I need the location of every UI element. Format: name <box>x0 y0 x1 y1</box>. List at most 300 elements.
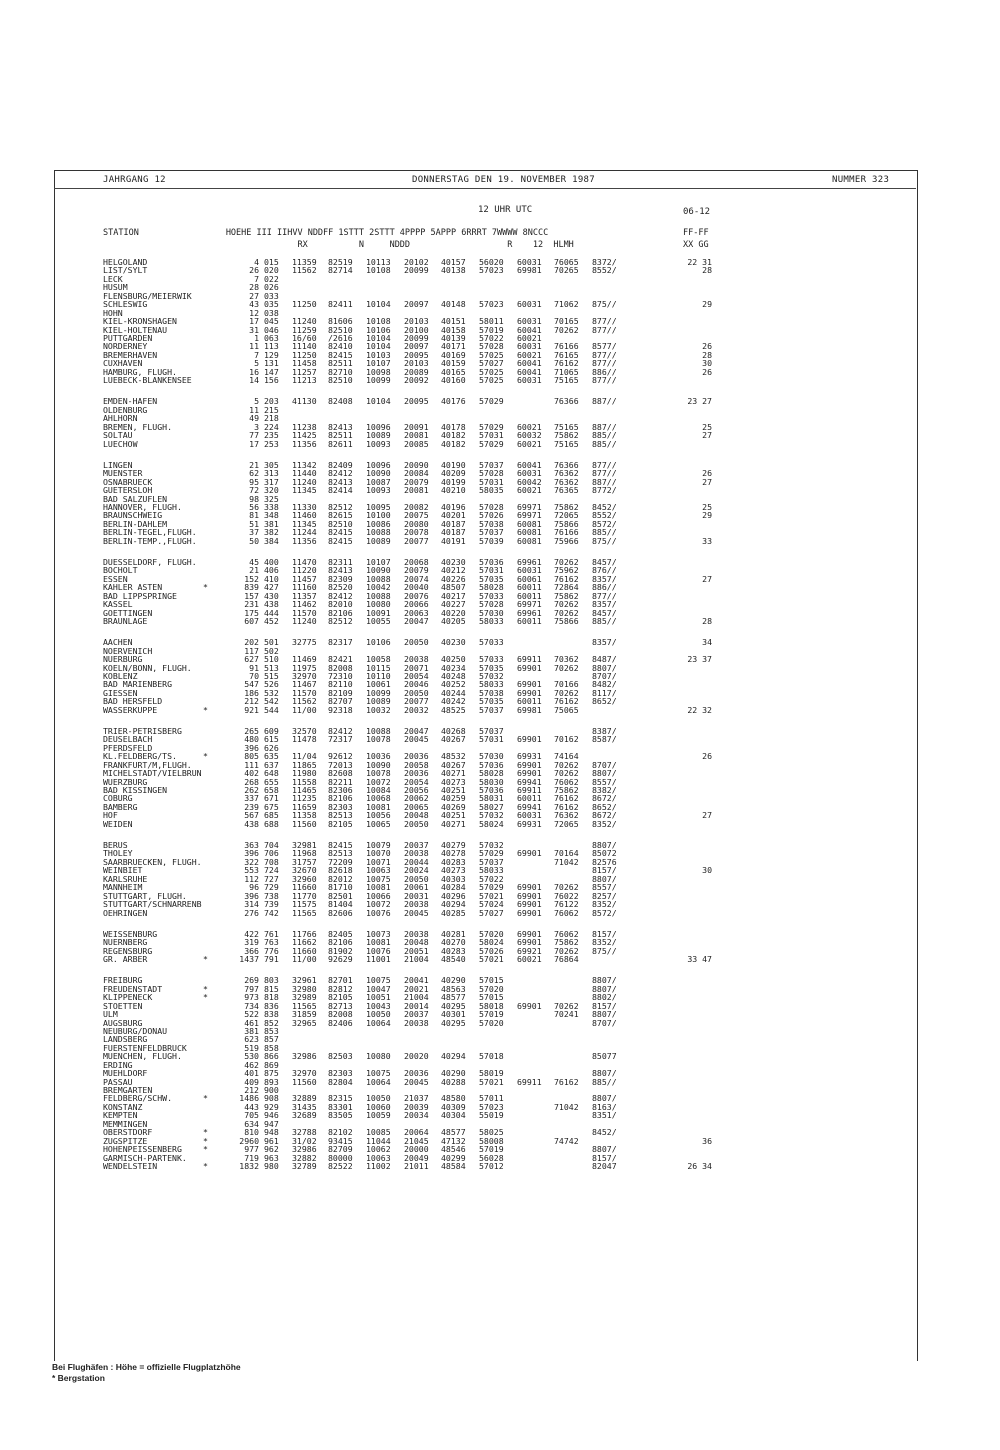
station-name: KL.FELDBERG/TS. <box>103 751 177 762</box>
synop-group: 11235 <box>292 793 317 804</box>
station-number: 948 <box>264 1127 279 1138</box>
synop-group: 48577 <box>441 1127 466 1138</box>
synop-group: 82406 <box>328 1017 353 1028</box>
gust-value: 33 47 <box>687 954 712 965</box>
station-height: 396 <box>244 742 259 753</box>
synop-group: 11356 <box>292 438 317 449</box>
synop-group: 20076 <box>404 590 429 601</box>
station-height: 50 <box>249 535 259 546</box>
synop-group: 76022 <box>554 890 579 901</box>
synop-group: 57028 <box>479 599 504 610</box>
station-name: LINGEN <box>103 459 133 470</box>
station-name: FLENSBURG/MEIERWIK <box>103 290 192 301</box>
synop-group: 11213 <box>292 375 317 386</box>
synop-group: 40190 <box>441 459 466 470</box>
synop-group: 20047 <box>404 616 429 627</box>
synop-group: 885// <box>592 527 617 538</box>
synop-group: 8572/ <box>592 907 617 918</box>
synop-group: 10099 <box>366 375 391 386</box>
synop-group: 10113 <box>366 257 391 267</box>
synop-group: 20068 <box>404 556 429 567</box>
synop-group: 877// <box>592 358 617 369</box>
synop-group: 32882 <box>292 1152 317 1163</box>
synop-group: 82413 <box>328 421 353 432</box>
synop-group: 57026 <box>479 510 504 521</box>
synop-group: 60031 <box>517 341 542 352</box>
synop-group: 80000 <box>328 1152 353 1163</box>
synop-group: 69931 <box>517 751 542 762</box>
synop-group: 8157/ <box>592 1152 617 1163</box>
gust-value: 27 <box>702 810 712 821</box>
station-height: 462 <box>244 1059 259 1070</box>
synop-group: 60041 <box>517 324 542 335</box>
synop-group: 20099 <box>404 265 429 276</box>
synop-group: 82211 <box>328 776 353 787</box>
station-height: 7 <box>254 349 259 360</box>
synop-group: 11345 <box>292 518 317 529</box>
gust-value: 26 <box>702 366 712 377</box>
synop-group: 55019 <box>479 1110 504 1121</box>
station-height: 98 <box>249 493 259 504</box>
synop-group: 20071 <box>404 662 429 673</box>
table-row <box>0 406 1000 414</box>
station-name: NOERVENICH <box>103 645 153 656</box>
synop-group: 57037 <box>479 527 504 538</box>
synop-group: 8163/ <box>592 1101 617 1112</box>
synop-group: 60041 <box>517 358 542 369</box>
synop-group: 8707/ <box>592 759 617 770</box>
station-height: 11 <box>249 404 259 415</box>
station-number: 763 <box>264 937 279 948</box>
synop-group: 10098 <box>366 366 391 377</box>
synop-group: 10075 <box>366 1068 391 1079</box>
synop-group: 60021 <box>517 485 542 496</box>
table-row <box>0 1052 1000 1060</box>
synop-group: 40285 <box>441 907 466 918</box>
synop-group: 57035 <box>479 662 504 673</box>
station-height: 553 <box>244 865 259 876</box>
synop-group: 57032 <box>479 840 504 851</box>
gust-value: 26 <box>702 468 712 479</box>
synop-group: 83505 <box>328 1110 353 1121</box>
synop-group: 60032 <box>517 430 542 441</box>
synop-group: 11345 <box>292 485 317 496</box>
station-height: 810 <box>244 1127 259 1138</box>
synop-group: 40182 <box>441 430 466 441</box>
synop-group: 76062 <box>554 907 579 918</box>
synop-group: 60011 <box>517 582 542 593</box>
synop-group: 40304 <box>441 1110 466 1121</box>
synop-group: 60041 <box>517 366 542 377</box>
synop-group: 8387/ <box>592 725 617 736</box>
station-height: 231 <box>244 599 259 610</box>
station-number: 400 <box>264 556 279 567</box>
synop-group: 20036 <box>404 1068 429 1079</box>
station-number: 325 <box>264 493 279 504</box>
station-height: 734 <box>244 1000 259 1011</box>
synop-group: 82611 <box>328 438 353 449</box>
station-number: 406 <box>264 565 279 576</box>
station-height: 401 <box>244 1068 259 1079</box>
synop-group: 20095 <box>404 396 429 407</box>
synop-group: 48525 <box>441 704 466 715</box>
synop-group: 8652/ <box>592 801 617 812</box>
synop-group: 81902 <box>328 945 353 956</box>
synop-group: 8802/ <box>592 992 617 1003</box>
synop-group: 57015 <box>479 975 504 986</box>
synop-group: 82415 <box>328 349 353 360</box>
group-separator <box>0 448 1000 461</box>
synop-group: 11/04 <box>292 751 317 762</box>
synop-group: 20050 <box>404 687 429 698</box>
synop-group: 10051 <box>366 992 391 1003</box>
station-name: SCHLESWIG <box>103 299 148 310</box>
station-name: BAD HERSFELD <box>103 696 163 707</box>
gust-value: 30 <box>702 358 712 369</box>
synop-group: 47132 <box>441 1135 466 1146</box>
station-name: SOLTAU <box>103 430 133 441</box>
synop-group: 40252 <box>441 679 466 690</box>
synop-group: 10104 <box>366 396 391 407</box>
synop-group: 82105 <box>328 818 353 829</box>
station-height: 95 <box>249 476 259 487</box>
station-number: 046 <box>264 324 279 335</box>
synop-group: 82303 <box>328 1068 353 1079</box>
synop-group: 76162 <box>554 358 579 369</box>
synop-group: 11240 <box>292 616 317 627</box>
synop-group: 82414 <box>328 485 353 496</box>
station-number: 704 <box>264 840 279 851</box>
issue-number: NUMMER 323 <box>832 175 890 185</box>
station-name: AHLHORN <box>103 413 138 424</box>
synop-group: 10068 <box>366 793 391 804</box>
synop-group: 40251 <box>441 810 466 821</box>
synop-group: 58033 <box>479 616 504 627</box>
station-number: 963 <box>264 1152 279 1163</box>
synop-group: 20044 <box>404 856 429 867</box>
synop-group: 69941 <box>517 776 542 787</box>
synop-group: 8452/ <box>592 501 617 512</box>
station-height: 14 <box>249 375 259 386</box>
synop-group: 82008 <box>328 1009 353 1020</box>
synop-group: 57033 <box>479 590 504 601</box>
synop-group: 11250 <box>292 299 317 310</box>
synop-group: 20075 <box>404 510 429 521</box>
synop-group: 57035 <box>479 573 504 584</box>
synop-group: 75862 <box>554 590 579 601</box>
synop-group: 82714 <box>328 265 353 276</box>
synop-group: 10107 <box>366 556 391 567</box>
synop-group: 10072 <box>366 899 391 910</box>
station-name: KONSTANZ <box>103 1101 143 1112</box>
station-height: 402 <box>244 768 259 779</box>
synop-group: 11470 <box>292 556 317 567</box>
synop-group: 32961 <box>292 975 317 986</box>
synop-group: 10084 <box>366 785 391 796</box>
synop-group: 20051 <box>404 945 429 956</box>
synop-group: 57029 <box>479 421 504 432</box>
station-number: 235 <box>264 430 279 441</box>
synop-group: 8372/ <box>592 257 617 267</box>
mountain-marker: * <box>203 1135 208 1146</box>
synop-group: 57029 <box>479 438 504 449</box>
station-height: 21 <box>249 459 259 470</box>
synop-group: 57020 <box>479 1017 504 1028</box>
synop-group: 82511 <box>328 430 353 441</box>
synop-group: 60081 <box>517 518 542 529</box>
synop-group: 10088 <box>366 725 391 736</box>
synop-group: 8552/ <box>592 265 617 276</box>
synop-group: 875// <box>592 535 617 546</box>
synop-group: 58031 <box>479 793 504 804</box>
station-name: BREMGARTEN <box>103 1085 153 1095</box>
station-name: HOHENPEISSENBERG <box>103 1144 182 1155</box>
station-number: 708 <box>264 856 279 867</box>
station-number: 542 <box>264 696 279 707</box>
synop-group: 16/60 <box>292 332 317 343</box>
synop-group: 69901 <box>517 907 542 918</box>
synop-group: 69971 <box>517 510 542 521</box>
synop-group: 32570 <box>292 725 317 736</box>
synop-group: 60021 <box>517 954 542 965</box>
station-height: 26 <box>249 265 259 276</box>
station-number: 313 <box>264 468 279 479</box>
station-number: 724 <box>264 865 279 876</box>
synop-group: 70362 <box>554 654 579 665</box>
synop-group: 885// <box>592 1076 617 1087</box>
synop-group: 32775 <box>292 637 317 648</box>
synop-group: 20079 <box>404 565 429 576</box>
station-number: 929 <box>264 1101 279 1112</box>
gust-value: 27 <box>702 573 712 584</box>
synop-group: 69901 <box>517 937 542 948</box>
station-name: LUECHOW <box>103 438 138 449</box>
synop-group: 71042 <box>554 856 579 867</box>
station-name: BRAUNSCHWEIG <box>103 510 163 521</box>
gust-value: 26 34 <box>687 1160 712 1171</box>
synop-group: 57027 <box>479 907 504 918</box>
station-name: MUENSTER <box>103 468 143 479</box>
synop-group: 885// <box>592 430 617 441</box>
synop-group: 20048 <box>404 810 429 821</box>
gust-value: 22 32 <box>687 704 712 715</box>
synop-group: 20024 <box>404 865 429 876</box>
synop-group: 57023 <box>479 265 504 276</box>
mountain-marker: * <box>203 954 208 965</box>
synop-group: 11980 <box>292 768 317 779</box>
station-name: HELGOLAND <box>103 257 148 267</box>
synop-group: 8652/ <box>592 696 617 707</box>
station-height: 45 <box>249 556 259 567</box>
synop-group: 57029 <box>479 848 504 859</box>
synop-group: 8257/ <box>592 890 617 901</box>
synop-group: 76362 <box>554 468 579 479</box>
station-number: 853 <box>264 1025 279 1036</box>
synop-group: 10050 <box>366 1093 391 1104</box>
synop-group: 10064 <box>366 1017 391 1028</box>
station-height: 4 <box>254 257 259 267</box>
synop-group: 11469 <box>292 654 317 665</box>
synop-group: 10036 <box>366 751 391 762</box>
synop-group: 10088 <box>366 527 391 538</box>
station-name: HAMBURG, FLUGH. <box>103 366 177 377</box>
synop-group: 70262 <box>554 556 579 567</box>
synop-group: 11467 <box>292 679 317 690</box>
station-height: 21 <box>249 565 259 576</box>
station-height: 17 <box>249 438 259 449</box>
synop-group: 41130 <box>292 396 317 407</box>
synop-group: 40182 <box>441 438 466 449</box>
synop-group: 20082 <box>404 501 429 512</box>
synop-group: 8452/ <box>592 1127 617 1138</box>
synop-group: 10061 <box>366 679 391 690</box>
synop-group: 11662 <box>292 937 317 948</box>
mountain-marker: * <box>203 1127 208 1138</box>
synop-group: 31859 <box>292 1009 317 1020</box>
synop-group: 8157/ <box>592 865 617 876</box>
synop-group: 10099 <box>366 687 391 698</box>
synop-group: 20045 <box>404 1076 429 1087</box>
station-height: 17 <box>249 316 259 327</box>
gust-value: 30 <box>702 865 712 876</box>
synop-group: 8157/ <box>592 1000 617 1011</box>
synop-group: 8772/ <box>592 485 617 496</box>
station-height: 719 <box>244 1152 259 1163</box>
synop-group: 70241 <box>554 1009 579 1020</box>
table-row <box>0 376 1000 384</box>
synop-group: 10110 <box>366 671 391 681</box>
station-name: ULM <box>103 1009 118 1020</box>
station-height: 12 <box>249 307 259 318</box>
station-name: PUTTGARDEN <box>103 332 153 343</box>
synop-group: 40299 <box>441 1152 466 1163</box>
synop-group: 20049 <box>404 1152 429 1163</box>
synop-group: 886// <box>592 366 617 377</box>
station-height: 96 <box>249 882 259 893</box>
synop-group: 82710 <box>328 366 353 377</box>
station-name: NEUBURG/DONAU <box>103 1025 168 1036</box>
station-name: BERUS <box>103 840 128 851</box>
synop-group: 40176 <box>441 396 466 407</box>
synop-group: 72013 <box>328 759 353 770</box>
synop-group: 57028 <box>479 341 504 352</box>
synop-group: 10090 <box>366 468 391 479</box>
synop-group: 69901 <box>517 768 542 779</box>
synop-group: 76166 <box>554 527 579 538</box>
synop-group: 82008 <box>328 662 353 673</box>
synop-group: 40269 <box>441 801 466 812</box>
gust-value: 28 <box>702 616 712 627</box>
station-number: 317 <box>264 476 279 487</box>
synop-group: 8807/ <box>592 1068 617 1079</box>
synop-group: 69901 <box>517 662 542 673</box>
station-name: LECK <box>103 273 123 284</box>
synop-group: 40271 <box>441 818 466 829</box>
synop-group: 82317 <box>328 637 353 648</box>
synop-group: 76062 <box>554 776 579 787</box>
synop-group: 57037 <box>479 725 504 736</box>
station-height: 5 <box>254 358 259 369</box>
synop-group: 72209 <box>328 856 353 867</box>
synop-group: 70262 <box>554 768 579 779</box>
synop-group: 57032 <box>479 671 504 681</box>
synop-group: 11250 <box>292 349 317 360</box>
synop-group: 20062 <box>404 793 429 804</box>
station-number: 615 <box>264 734 279 745</box>
synop-group: 60061 <box>517 573 542 584</box>
station-height: 212 <box>244 1085 259 1095</box>
synop-group: 10089 <box>366 535 391 546</box>
synop-group: 76162 <box>554 793 579 804</box>
synop-group: 40283 <box>441 856 466 867</box>
synop-group: 10050 <box>366 1009 391 1020</box>
station-height: 3 <box>254 421 259 432</box>
synop-group: 8807/ <box>592 1144 617 1155</box>
station-height: 705 <box>244 1110 259 1121</box>
station-height: 977 <box>244 1144 259 1155</box>
station-name: BAD MARIENBERG <box>103 679 173 690</box>
station-number: 852 <box>264 1017 279 1028</box>
station-number: 452 <box>264 616 279 627</box>
station-number: 947 <box>264 1118 279 1129</box>
synop-group: 57027 <box>479 358 504 369</box>
synop-group: 11002 <box>366 1160 391 1171</box>
mountain-marker: * <box>203 983 208 994</box>
synop-group: 72065 <box>554 510 579 521</box>
synop-group: 40169 <box>441 349 466 360</box>
synop-group: 11478 <box>292 734 317 745</box>
synop-group: 70262 <box>554 662 579 673</box>
synop-group: 10060 <box>366 1101 391 1112</box>
synop-group: 82412 <box>328 468 353 479</box>
synop-group: 76062 <box>554 928 579 939</box>
synop-group: 57018 <box>479 1051 504 1062</box>
synop-group: 40301 <box>441 1009 466 1020</box>
station-number: 658 <box>264 785 279 796</box>
station-height: 623 <box>244 1034 259 1045</box>
synop-group: 10063 <box>366 865 391 876</box>
station-number: 858 <box>264 1042 279 1053</box>
synop-group: 81404 <box>328 899 353 910</box>
synop-group: 40171 <box>441 341 466 352</box>
synop-group: 82012 <box>328 873 353 884</box>
table-row <box>0 275 1000 283</box>
synop-group: 11140 <box>292 341 317 352</box>
synop-group: 10100 <box>366 510 391 521</box>
gust-header-line2: XX GG <box>683 240 709 250</box>
synop-group: 40199 <box>441 476 466 487</box>
table-row <box>0 537 1000 545</box>
synop-group: 40270 <box>441 937 466 948</box>
synop-group: 75065 <box>554 704 579 715</box>
synop-group: 40196 <box>441 501 466 512</box>
synop-group: 82701 <box>328 975 353 986</box>
station-number: 815 <box>264 983 279 994</box>
synop-group: 20031 <box>404 890 429 901</box>
footnote-airports: Bei Flughäfen : Höhe = offizielle Flugplatzhöhe <box>52 1362 241 1372</box>
synop-group: 82707 <box>328 696 353 707</box>
synop-group: 82501 <box>328 890 353 901</box>
synop-group: 20038 <box>404 848 429 859</box>
synop-group: 20080 <box>404 518 429 529</box>
station-height: 81 <box>249 510 259 521</box>
synop-group: 11565 <box>292 1000 317 1011</box>
station-height: 269 <box>244 975 259 986</box>
synop-group: 40234 <box>441 662 466 673</box>
synop-group: 57033 <box>479 654 504 665</box>
station-name: WENDELSTEIN <box>103 1160 158 1171</box>
synop-group: 40148 <box>441 299 466 310</box>
